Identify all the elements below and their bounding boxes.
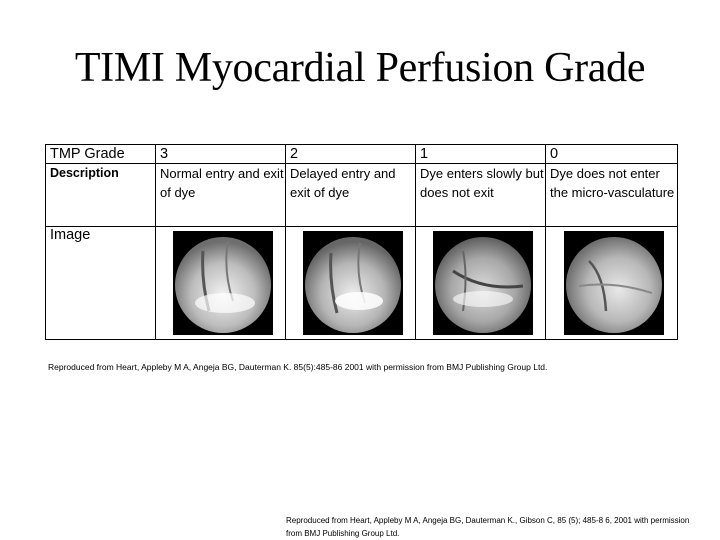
footnote: Reproduced from Heart, Appleby M A, Angeja BG, Dauterman K., Gibson C, 85 (5); 485-8 6, 2001 with permission from BMJ Publishing Group Ltd. [286, 516, 690, 538]
angiogram-image [173, 231, 273, 335]
slide-title: TIMI Myocardial Perfusion Grade [74, 45, 646, 91]
grade-2-value: 2 [286, 145, 416, 164]
perfusion-grade-table [45, 144, 678, 340]
grade-1-angiogram [416, 227, 546, 340]
image-row [46, 227, 678, 340]
angiogram-image [433, 231, 533, 335]
angiogram-image [303, 231, 403, 335]
grade-3-angiogram [156, 227, 286, 340]
angiogram-image [564, 231, 664, 335]
grade-0-value: 0 [546, 145, 678, 164]
grade-2-angiogram [286, 227, 416, 340]
grade-1-description: Dye enters slowly but does not exit [416, 164, 546, 227]
grade-0-angiogram [546, 227, 678, 340]
grade-3-description: Normal entry and exit of dye [156, 164, 286, 227]
grade-3-value: 3 [156, 145, 286, 164]
grade-1-value: 1 [416, 145, 546, 164]
image-label: Image [46, 227, 156, 340]
tmp-grade-label: TMP Grade [46, 145, 156, 164]
grade-2-description: Delayed entry and exit of dye [286, 164, 416, 227]
description-label: Description [46, 164, 156, 227]
grade-row [46, 145, 678, 164]
description-row [46, 164, 678, 227]
grade-0-description: Dye does not enter the micro-vasculature [546, 164, 678, 227]
image-caption: Reproduced from Heart, Appleby M A, Angeja BG, Dauterman K. 85(5):485-86 2001 with permission from BMJ Publishing Group Ltd. [48, 362, 548, 372]
